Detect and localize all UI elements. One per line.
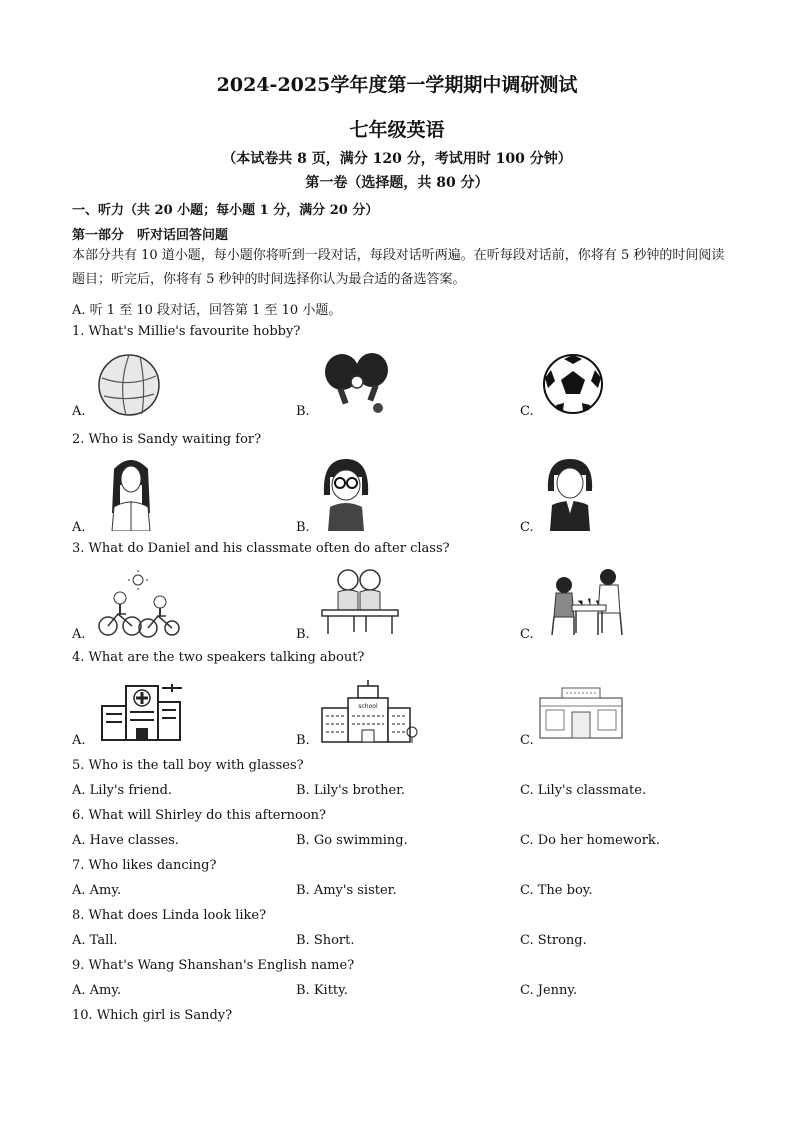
instruction-text: 本部分共有 10 道小题，每小题你将听到一段对话，每段对话听两遍。在听每段对话前，你将有 5 秒钟的时间阅读题目；听完后，你将有 5 秒钟的时间选择你认为最合适的备选答案。 — [72, 248, 725, 287]
short-hair-woman-icon — [540, 455, 600, 531]
question-10: 10. Which girl is Sandy? — [72, 1008, 233, 1023]
q2-option-c[interactable]: C. — [520, 520, 534, 535]
q7-option-b[interactable]: B. Amy's sister. — [296, 883, 397, 898]
cycling-kids-icon — [98, 568, 180, 640]
q6-option-c[interactable]: C. Do her homework. — [520, 833, 660, 848]
question-1: 1. What's Millie's favourite hobby? — [72, 324, 301, 339]
exam-note: （本试卷共 8 页，满分 120 分，考试用时 100 分钟） — [222, 151, 572, 167]
q5-option-a[interactable]: A. Lily's friend. — [72, 783, 173, 798]
question-2: 2. Who is Sandy waiting for? — [72, 432, 262, 447]
shop-icon — [536, 684, 626, 740]
sub-instruction: A. 听 1 至 10 段对话，回答第 1 至 10 小题。 — [72, 303, 342, 318]
q8-option-c[interactable]: C. Strong. — [520, 933, 587, 948]
question-7: 7. Who likes dancing? — [72, 858, 217, 873]
q4-option-b[interactable]: B. — [296, 733, 310, 748]
q2-option-a[interactable]: A. — [72, 520, 86, 535]
q4-option-a[interactable]: A. — [72, 733, 86, 748]
q7-option-c[interactable]: C. The boy. — [520, 883, 593, 898]
football-icon — [542, 353, 604, 415]
question-4: 4. What are the two speakers talking about? — [72, 650, 365, 665]
volleyball-icon — [96, 352, 162, 418]
q5-option-b[interactable]: B. Lily's brother. — [296, 783, 406, 798]
section-heading: 一、听力（共 20 小题；每小题 1 分，满分 20 分） — [72, 203, 379, 218]
glasses-girl-icon — [318, 455, 374, 531]
q9-option-b[interactable]: B. Kitty. — [296, 983, 348, 998]
subject-title: 七年级英语 — [349, 119, 445, 141]
question-5: 5. Who is the tall boy with glasses? — [72, 758, 304, 773]
question-9: 9. What's Wang Shanshan's English name? — [72, 958, 355, 973]
q1-option-c[interactable]: C. — [520, 404, 534, 419]
q2-option-b[interactable]: B. — [296, 520, 310, 535]
school-sign-text: school — [358, 703, 378, 710]
part-title: 第一部分 听对话回答问题 — [72, 228, 229, 243]
volume-title: 第一卷（选择题，共 80 分） — [305, 175, 489, 191]
q6-option-a[interactable]: A. Have classes. — [72, 833, 179, 848]
hospital-icon — [96, 676, 184, 742]
question-6: 6. What will Shirley do this afternoon? — [72, 808, 326, 823]
question-8: 8. What does Linda look like? — [72, 908, 267, 923]
q6-option-b[interactable]: B. Go swimming. — [296, 833, 408, 848]
q1-option-a[interactable]: A. — [72, 404, 86, 419]
q3-option-b[interactable]: B. — [296, 627, 310, 642]
q7-option-a[interactable]: A. Amy. — [72, 883, 122, 898]
table-tennis-icon — [320, 352, 396, 416]
q1-option-b[interactable]: B. — [296, 404, 310, 419]
q8-option-a[interactable]: A. Tall. — [72, 933, 118, 948]
q3-option-c[interactable]: C. — [520, 627, 534, 642]
school-icon — [318, 680, 418, 744]
chess-players-icon — [544, 563, 634, 637]
q4-option-c[interactable]: C. — [520, 733, 534, 748]
exam-title: 2024-2025学年度第一学期期中调研测试 — [216, 74, 578, 96]
kids-at-desk-icon — [318, 566, 402, 636]
q3-option-a[interactable]: A. — [72, 627, 86, 642]
q9-option-a[interactable]: A. Amy. — [72, 983, 122, 998]
q5-option-c[interactable]: C. Lily's classmate. — [520, 783, 647, 798]
long-hair-woman-icon — [104, 455, 158, 531]
q9-option-c[interactable]: C. Jenny. — [520, 983, 578, 998]
question-3: 3. What do Daniel and his classmate often do after class? — [72, 541, 450, 556]
q8-option-b[interactable]: B. Short. — [296, 933, 355, 948]
